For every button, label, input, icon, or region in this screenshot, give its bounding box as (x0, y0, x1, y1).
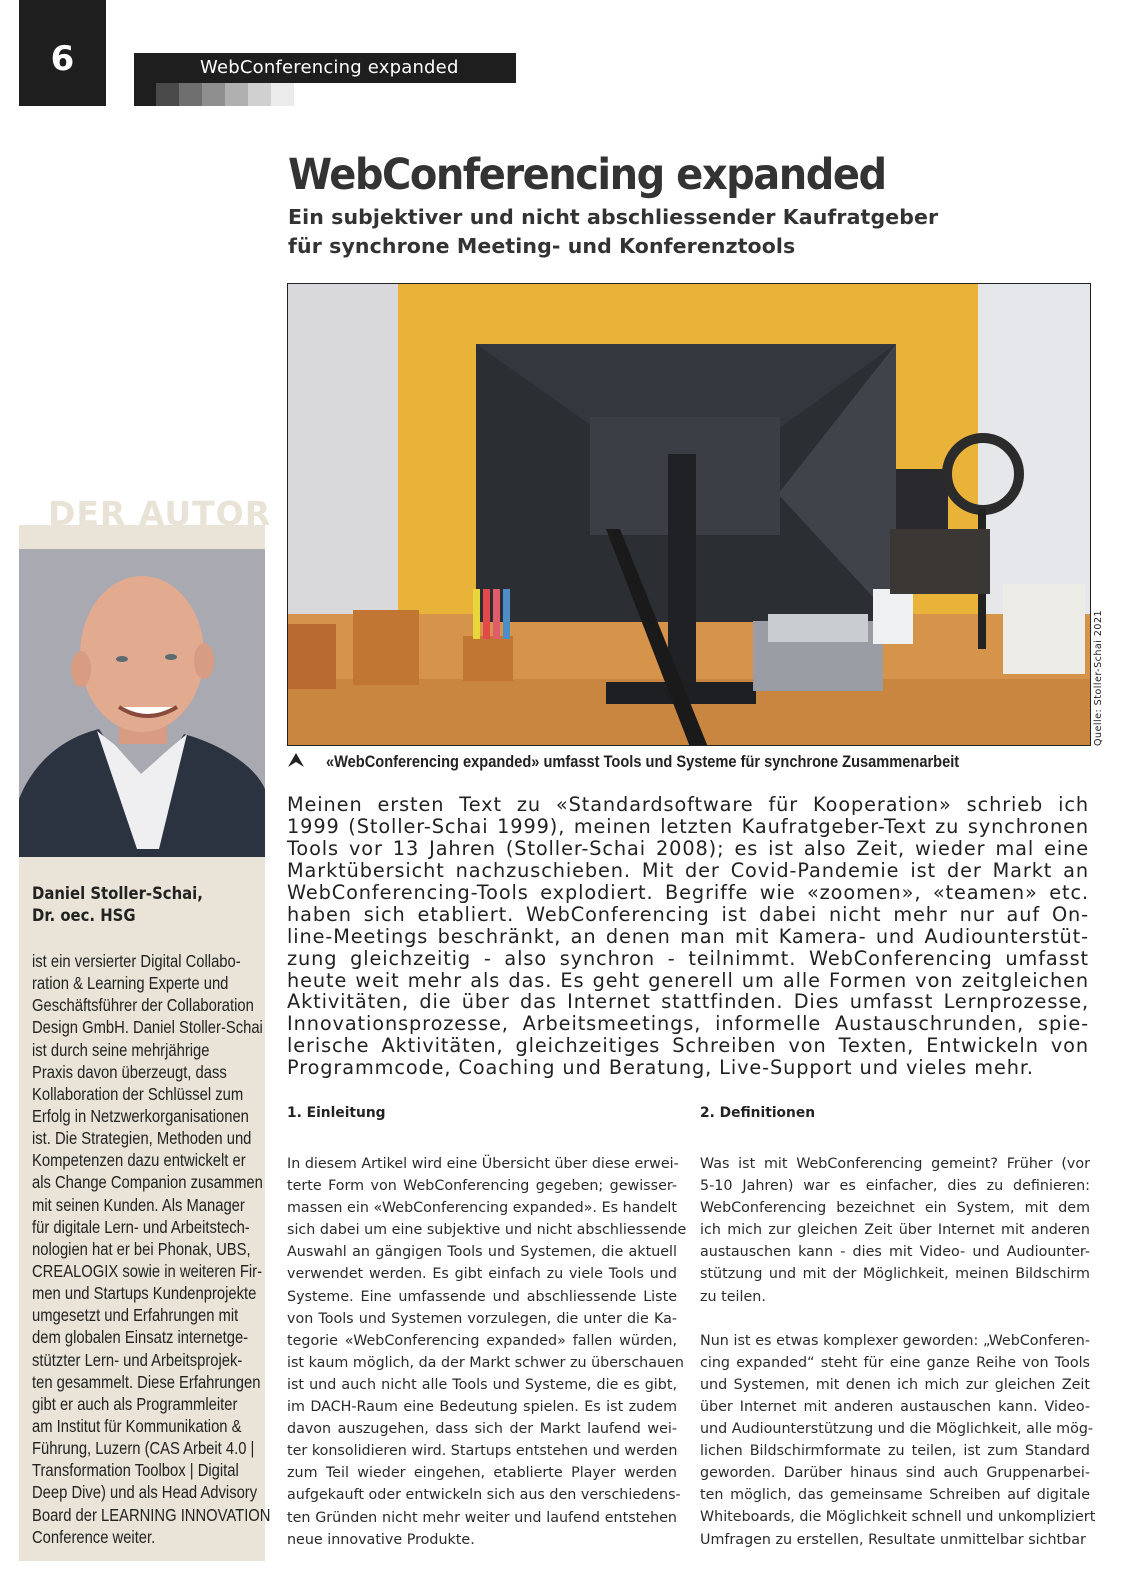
body-line: ter konsolidieren wird. Startups entstehen und werden (287, 1443, 678, 1460)
body-line: ist und auch nicht alle Tools und Systeme, die es gibt, (287, 1376, 677, 1393)
body-line: ich mich zur gleichen Zeit über Internet mit anderen (700, 1222, 1090, 1239)
body-line: Systeme. Eine umfassende und abschliessende Liste (287, 1288, 677, 1305)
gray-swatch (248, 83, 271, 106)
lead-line: zung gleichzeitig - also synchron - teilnimmt. WebConferencing umfasst (287, 946, 1089, 970)
subtitle-line: für synchrone Meeting- und Konferenztools (288, 234, 796, 258)
bio-line: Praxis davon überzeugt, dass (32, 1061, 227, 1082)
article-title: WebConferencing expanded (288, 150, 886, 200)
body-line: austauschen kann - dies mit Video- und Audiounter- (700, 1244, 1090, 1261)
desk-monitor-illustration (288, 284, 1091, 746)
bio-line: Kollaboration der Schlüssel zum (32, 1083, 244, 1104)
lead-line: Meinen ersten Text zu «Standardsoftware für Kooperation» schrieb ich (287, 793, 1089, 816)
article-subtitle (288, 203, 988, 261)
bio-line: Board der LEARNING INNOVATION (32, 1504, 271, 1525)
body-paragraph (287, 1153, 687, 1551)
bio-line: Deep Dive) und als Head Advisory (32, 1482, 258, 1503)
body-line: davon auszugehen, dass sich der Markt laufend wei- (287, 1421, 677, 1438)
bio-line: CREALOGIX sowie in weiteren Fir- (32, 1260, 263, 1281)
bio-line: Design GmbH. Daniel Stoller-Schai (32, 1017, 263, 1038)
body-line: neue innovative Produkte. (287, 1531, 475, 1548)
caption-text: «WebConferencing expanded» umfasst Tools und Systeme für synchrone Zusammenarbeit (326, 752, 960, 771)
laptop (768, 614, 868, 642)
marker-red (483, 589, 490, 639)
pen-holder-1 (288, 624, 336, 689)
bio-line: nologien hat er bei Phonak, UBS, (32, 1238, 251, 1259)
bio-line: men und Startups Kundenprojekte (32, 1283, 257, 1304)
body-line: geworden. Darüber hinaus sind auch Gruppenarbei- (700, 1465, 1090, 1482)
body-line: von Tools und Systemen vorzulegen, die unter die Ka- (287, 1310, 677, 1327)
body-line: Whiteboards, die Möglichkeit schnell und unkompliziert (700, 1509, 1096, 1526)
lead-line: haben sich etabliert. WebConferencing ist dabei nicht mehr nur auf On- (287, 902, 1089, 926)
box (890, 529, 990, 594)
desk-photo (287, 283, 1091, 746)
bio-line: gibt er auch als Programmleiter (32, 1393, 238, 1414)
bio-line: ten gesammelt. Diese Erfahrungen (32, 1371, 261, 1392)
arrow-up-icon (288, 752, 304, 772)
body-line: lichen Bildschirmformate zu teilen, ist zum Standard (700, 1443, 1090, 1460)
body-line: Auswahl an gängigen Tools und Systemen, die aktuell (287, 1244, 677, 1261)
page-number: 6 (19, 0, 106, 106)
bio-line: Transformation Toolbox | Digital (32, 1460, 239, 1481)
bio-line: Erfolg in Netzwerkorganisationen (32, 1105, 249, 1126)
lead-line: lerische Aktivitäten, gleichzeitiges Schreiben von Texten, Entwickeln von (287, 1034, 1089, 1058)
body-line: und Systemen, mit denen ich mich zur gleichen Zeit (700, 1376, 1090, 1393)
author-bio (32, 950, 271, 1548)
gray-swatch (271, 83, 294, 106)
body-line: aufgekauft oder entwickeln sich aus den verschiedens- (287, 1487, 681, 1504)
lead-line: WebConferencing-Tools explodiert. Begriffe wie «zoomen», «teamen» etc. (287, 880, 1089, 904)
sidebar-heading: DER AUTOR (48, 494, 272, 533)
gray-swatch-strip (156, 83, 294, 106)
body-line: sich dabei um eine subjektive und nicht abschliessende (287, 1222, 687, 1239)
bio-line: als Change Companion zusammen (32, 1172, 263, 1193)
lead-line: Innovationsprozesse, Arbeitsmeetings, informelle Austauschrunden, spie- (287, 1012, 1089, 1036)
bio-line: für digitale Lern- und Arbeitstech- (32, 1216, 250, 1237)
body-line: ist kaum möglich, da der Markt schwer zu überschauen (287, 1354, 684, 1371)
bio-line: ist. Die Strategien, Methoden und (32, 1128, 252, 1149)
running-head-block (134, 83, 156, 106)
body-line: WebConferencing bezeichnet ein System, mit dem (700, 1200, 1090, 1217)
bio-line: mit seinen Kunden. Als Manager (32, 1194, 245, 1215)
ear-left (71, 651, 91, 687)
lead-line: Tools vor 13 Jahren (Stoller-Schai 2008); es ist also Zeit, wieder mal eine (287, 836, 1089, 860)
running-head-title: WebConferencing expanded (200, 57, 459, 78)
bio-line: ist durch seine mehrjährige (32, 1039, 210, 1060)
gray-swatch (179, 83, 202, 106)
section-heading: 1. Einleitung (287, 1105, 386, 1121)
body-line: stützung und mit der Möglichkeit, meinen Bildschirm (700, 1266, 1090, 1283)
gray-swatch (156, 83, 179, 106)
body-line: ten möglich, das gemeinsame Schreiben auf digitale (700, 1487, 1090, 1504)
lead-line: Marktübersicht nachzuschieben. Mit der Covid-Pandemie ist der Markt an (287, 858, 1089, 882)
figure-caption (288, 752, 1062, 772)
pen-holder-2 (353, 610, 419, 685)
body-line: Was ist mit WebConferencing gemeint? Früher (vor (700, 1156, 1090, 1172)
body-line: zu teilen. (700, 1288, 766, 1305)
body-line: verwendet werden. Es gibt einfach zu viele Tools und (287, 1266, 677, 1283)
speaker (1003, 584, 1085, 674)
author-degree-line: Dr. oec. HSG (32, 906, 136, 925)
body-paragraph (700, 1153, 1090, 1308)
body-line: und Audiounterstützung und die Möglichkeit, alle mög- (700, 1421, 1094, 1438)
lead-line: Aktivitäten, die über das Internet stattfinden. Dies umfasst Lernprozesse, (287, 990, 1089, 1014)
body-line: ten Gründen nicht mehr weiter und laufend entstehen (287, 1509, 677, 1526)
white-cup (873, 589, 913, 644)
body-line: Umfragen zu erstellen, Resultate unmittelbar sichtbar (700, 1531, 1086, 1548)
marker-yellow (473, 589, 480, 639)
author-name (32, 883, 235, 927)
bio-line: dem globalen Einsatz internetge- (32, 1327, 249, 1348)
portrait-illustration (19, 549, 265, 857)
bio-line: ist ein versierter Digital Collabo- (32, 951, 241, 971)
marker-pink (493, 589, 500, 639)
body-line: über Internet mit anderen austauschen kann. Video- (700, 1398, 1090, 1415)
ear-right (194, 643, 214, 679)
body-line: zum Teil wieder eingehen, etablierte Player werden (287, 1465, 677, 1482)
body-line: tegorie «WebConferencing expanded» fallen würden, (287, 1332, 677, 1349)
marker-blue (503, 589, 510, 639)
bio-line: ration & Learning Experte und (32, 973, 229, 994)
gray-swatch (202, 83, 225, 106)
body-line: 5-10 Jahren) war es einfacher, dies zu definieren: (700, 1178, 1090, 1195)
body-paragraph (700, 1330, 1096, 1551)
lead-line: 1999 (Stoller-Schai 1999), meinen letzten Kaufratgeber-Text zu synchronen (287, 814, 1089, 838)
bio-line: stützter Lern- und Arbeitsprojek- (32, 1349, 243, 1370)
body-line: massen ein «WebConferencing expanded». Es handelt (287, 1200, 677, 1217)
section-heading: 2. Definitionen (700, 1105, 816, 1121)
bio-line: Geschäftsführer der Collaboration (32, 995, 254, 1016)
subtitle-line: Ein subjektiver und nicht abschliessender Kaufratgeber (288, 205, 939, 229)
body-line: im DACH-Raum eine Bedeutung spielen. Es ist zudem (287, 1399, 677, 1416)
lead-paragraph (287, 794, 1089, 1079)
body-line: terte Form von WebConferencing gegeben; gewisser- (287, 1178, 677, 1195)
monitor-stand (668, 454, 696, 689)
section-einleitung (287, 1105, 687, 1551)
body-line: In diesem Artikel wird eine Übersicht über diese erwei- (287, 1156, 679, 1172)
photo-credit: Quelle: Stoller-Schai 2021 (1093, 609, 1104, 746)
body-line: Nun ist es etwas komplexer geworden: „WebConferen- (700, 1332, 1090, 1349)
bio-line: umgesetzt und Erfahrungen mit (32, 1305, 239, 1326)
body-line: cing expanded“ steht für eine ganze Reihe von Tools (700, 1354, 1090, 1371)
bio-line: am Institut für Kommunikation & (32, 1415, 242, 1436)
gray-swatch (225, 83, 248, 106)
lead-line: Programmcode, Coaching und Beratung, Live-Support und vieles mehr. (287, 1056, 1034, 1080)
bio-line: Kompetenzen dazu entwickelt er (32, 1150, 246, 1171)
bio-line: Führung, Luzern (CAS Arbeit 4.0 | (32, 1438, 255, 1459)
lead-line: heute weit mehr als das. Es geht generell um alle Formen von zeitgleichen (287, 968, 1089, 992)
pen-holder-3 (463, 636, 513, 681)
paragraph-gap (700, 1308, 1090, 1330)
lead-line: line-Meetings beschränkt, an denen man mit Kamera- und Audiounterstüt- (287, 924, 1089, 948)
section-definitionen (700, 1105, 1096, 1551)
author-portrait (19, 549, 265, 857)
bio-line: Conference weiter. (32, 1526, 156, 1547)
author-name-line: Daniel Stoller-Schai, (32, 884, 203, 903)
running-head (134, 53, 516, 83)
